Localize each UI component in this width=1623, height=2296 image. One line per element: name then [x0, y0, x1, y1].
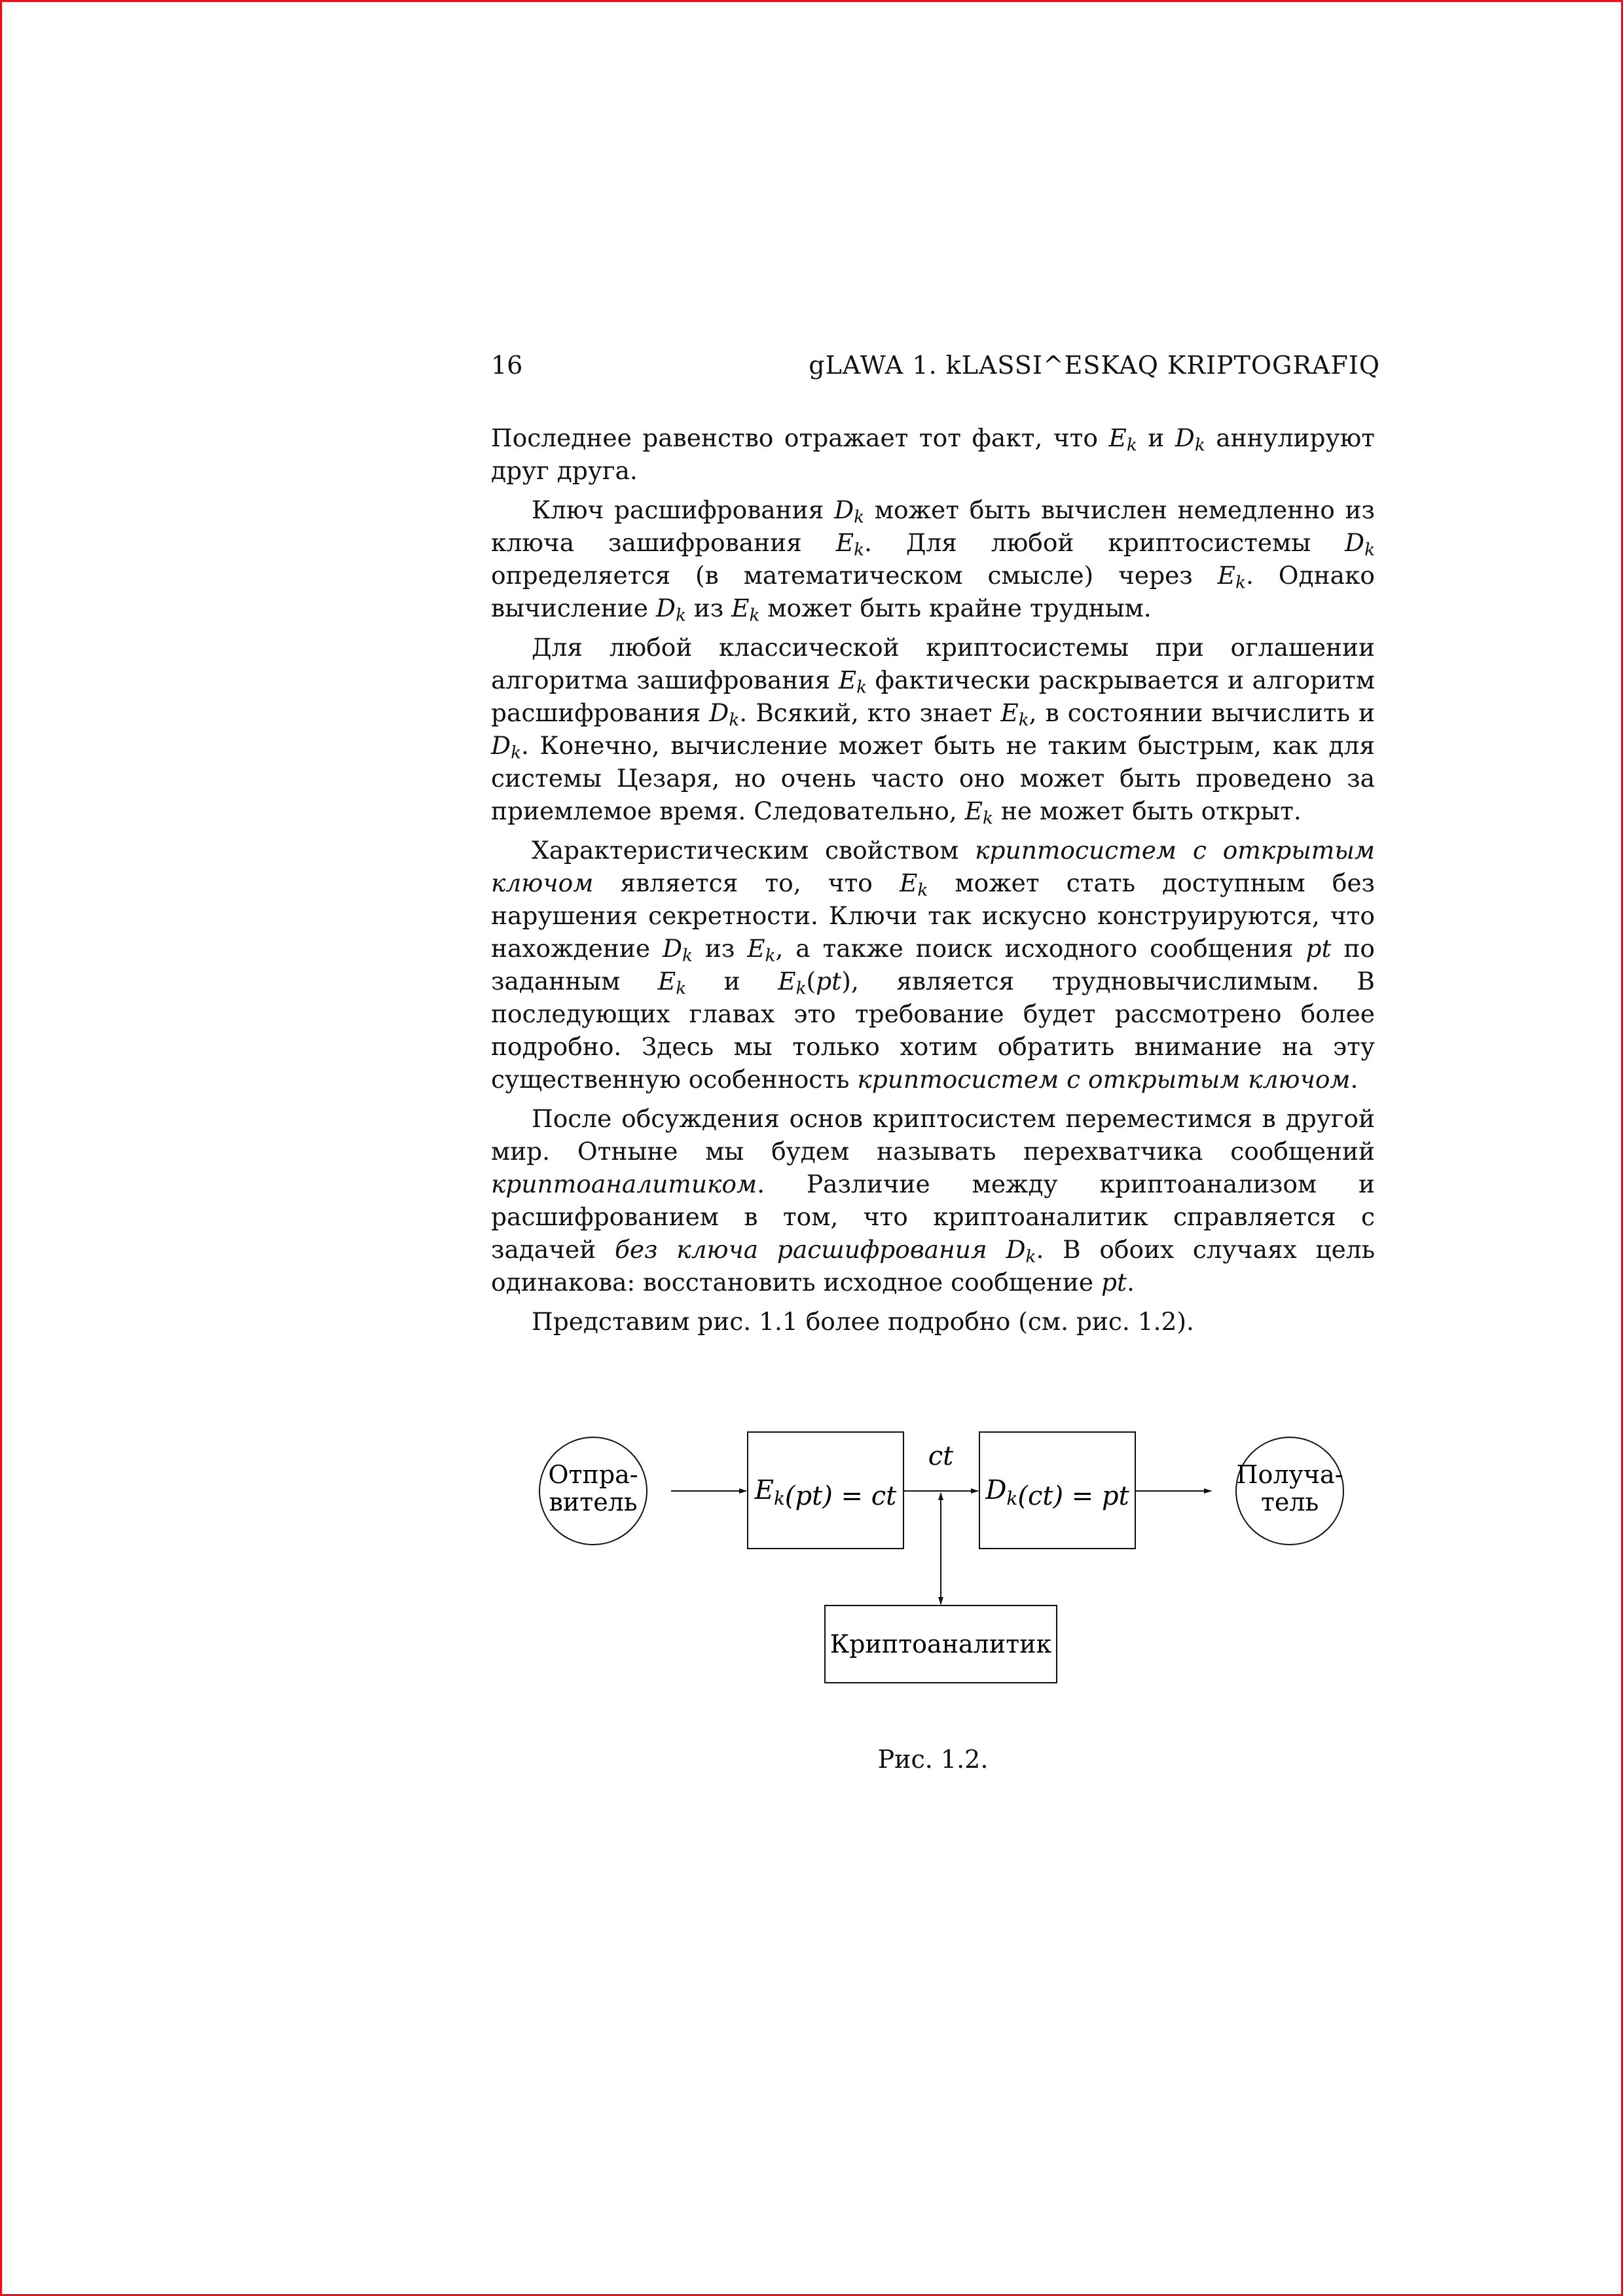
cryptanalyst-label: Криптоаналитик [830, 1630, 1052, 1659]
receiver-label-line2: тель [1260, 1488, 1319, 1516]
decrypt-box-label: $D_k(ct)$ = pt [985, 1475, 1129, 1511]
paragraph-2: Ключ расшифрования $D_k$ может быть вычислен немедленно из ключа зашифрования $E_k$. Для любой криптосистемы $D_k$ определяется (в математическом смысле) через $E_k$. Однако вычисление $D_k$ из $E_k$ может быть крайне трудным. [491, 495, 1375, 626]
page-header [491, 347, 1380, 384]
figure-1-2 [524, 1407, 1362, 1715]
sender-label-line2: витель [549, 1488, 638, 1516]
paragraph-4: Характеристическим свойством криптосистем с открытым ключом является то, что $E_k$ может стать доступным без нарушения секретности. Ключи так искусно конструируются, что нахождение $D_k$ из $E_k$, а также поиск исходного сообщения pt по заданным $E_k$ и $E_k(pt)$, является трудновычислимым. В последующих главах это требование будет рассмотрено более подробно. Здесь мы только хотим обратить внимание на эту существенную особенность криптосистем с открытым ключом. [491, 836, 1375, 1094]
body-text [491, 422, 1375, 1344]
channel-label: ct [928, 1441, 954, 1471]
sender-label-line1: Отпра- [548, 1460, 638, 1489]
figure-caption: Рис. 1.2. [877, 1745, 989, 1774]
paragraph-3: Для любой классической криптосистемы при оглашении алгоритма зашифрования $E_k$ фактически раскрывается и алгоритм расшифрования $D_k$. Всякий, кто знает $E_k$, в состоянии вычислить и $D_k$. Конечно, вычисление может быть не таким быстрым, как для системы Цезаря, но очень часто оно может быть проведено за приемлемое время. Следовательно, $E_k$ не может быть открыт. [491, 633, 1375, 829]
receiver-label-line1: Получа- [1236, 1460, 1343, 1489]
running-head: gLAWA 1. kLASSI^ESKAQ KRIPTOGRAFIQ [809, 351, 1380, 380]
cipher-diagram [524, 1407, 1362, 1715]
paragraph-6: Представим рис. 1.1 более подробно (см. рис. 1.2). [532, 1307, 1194, 1336]
encrypt-box-label: $E_k(pt)$ = ct [754, 1475, 897, 1511]
paragraph-1: Последнее равенство отражает тот факт, что $E_k$ и $D_k$ аннулируют друг друга. [491, 423, 1376, 485]
page-number: 16 [491, 351, 523, 380]
paragraph-5: После обсуждения основ криптосистем переместимся в другой мир. Отныне мы будем называть перехватчика сообщений криптоаналитиком. Различие между криптоанализом и расшифрованием в том, что криптоаналитик справляется с задачей без ключа расшифрования $D_k$. В обоих случаях цель одинакова: восстановить исходное сообщение pt. [491, 1104, 1376, 1297]
